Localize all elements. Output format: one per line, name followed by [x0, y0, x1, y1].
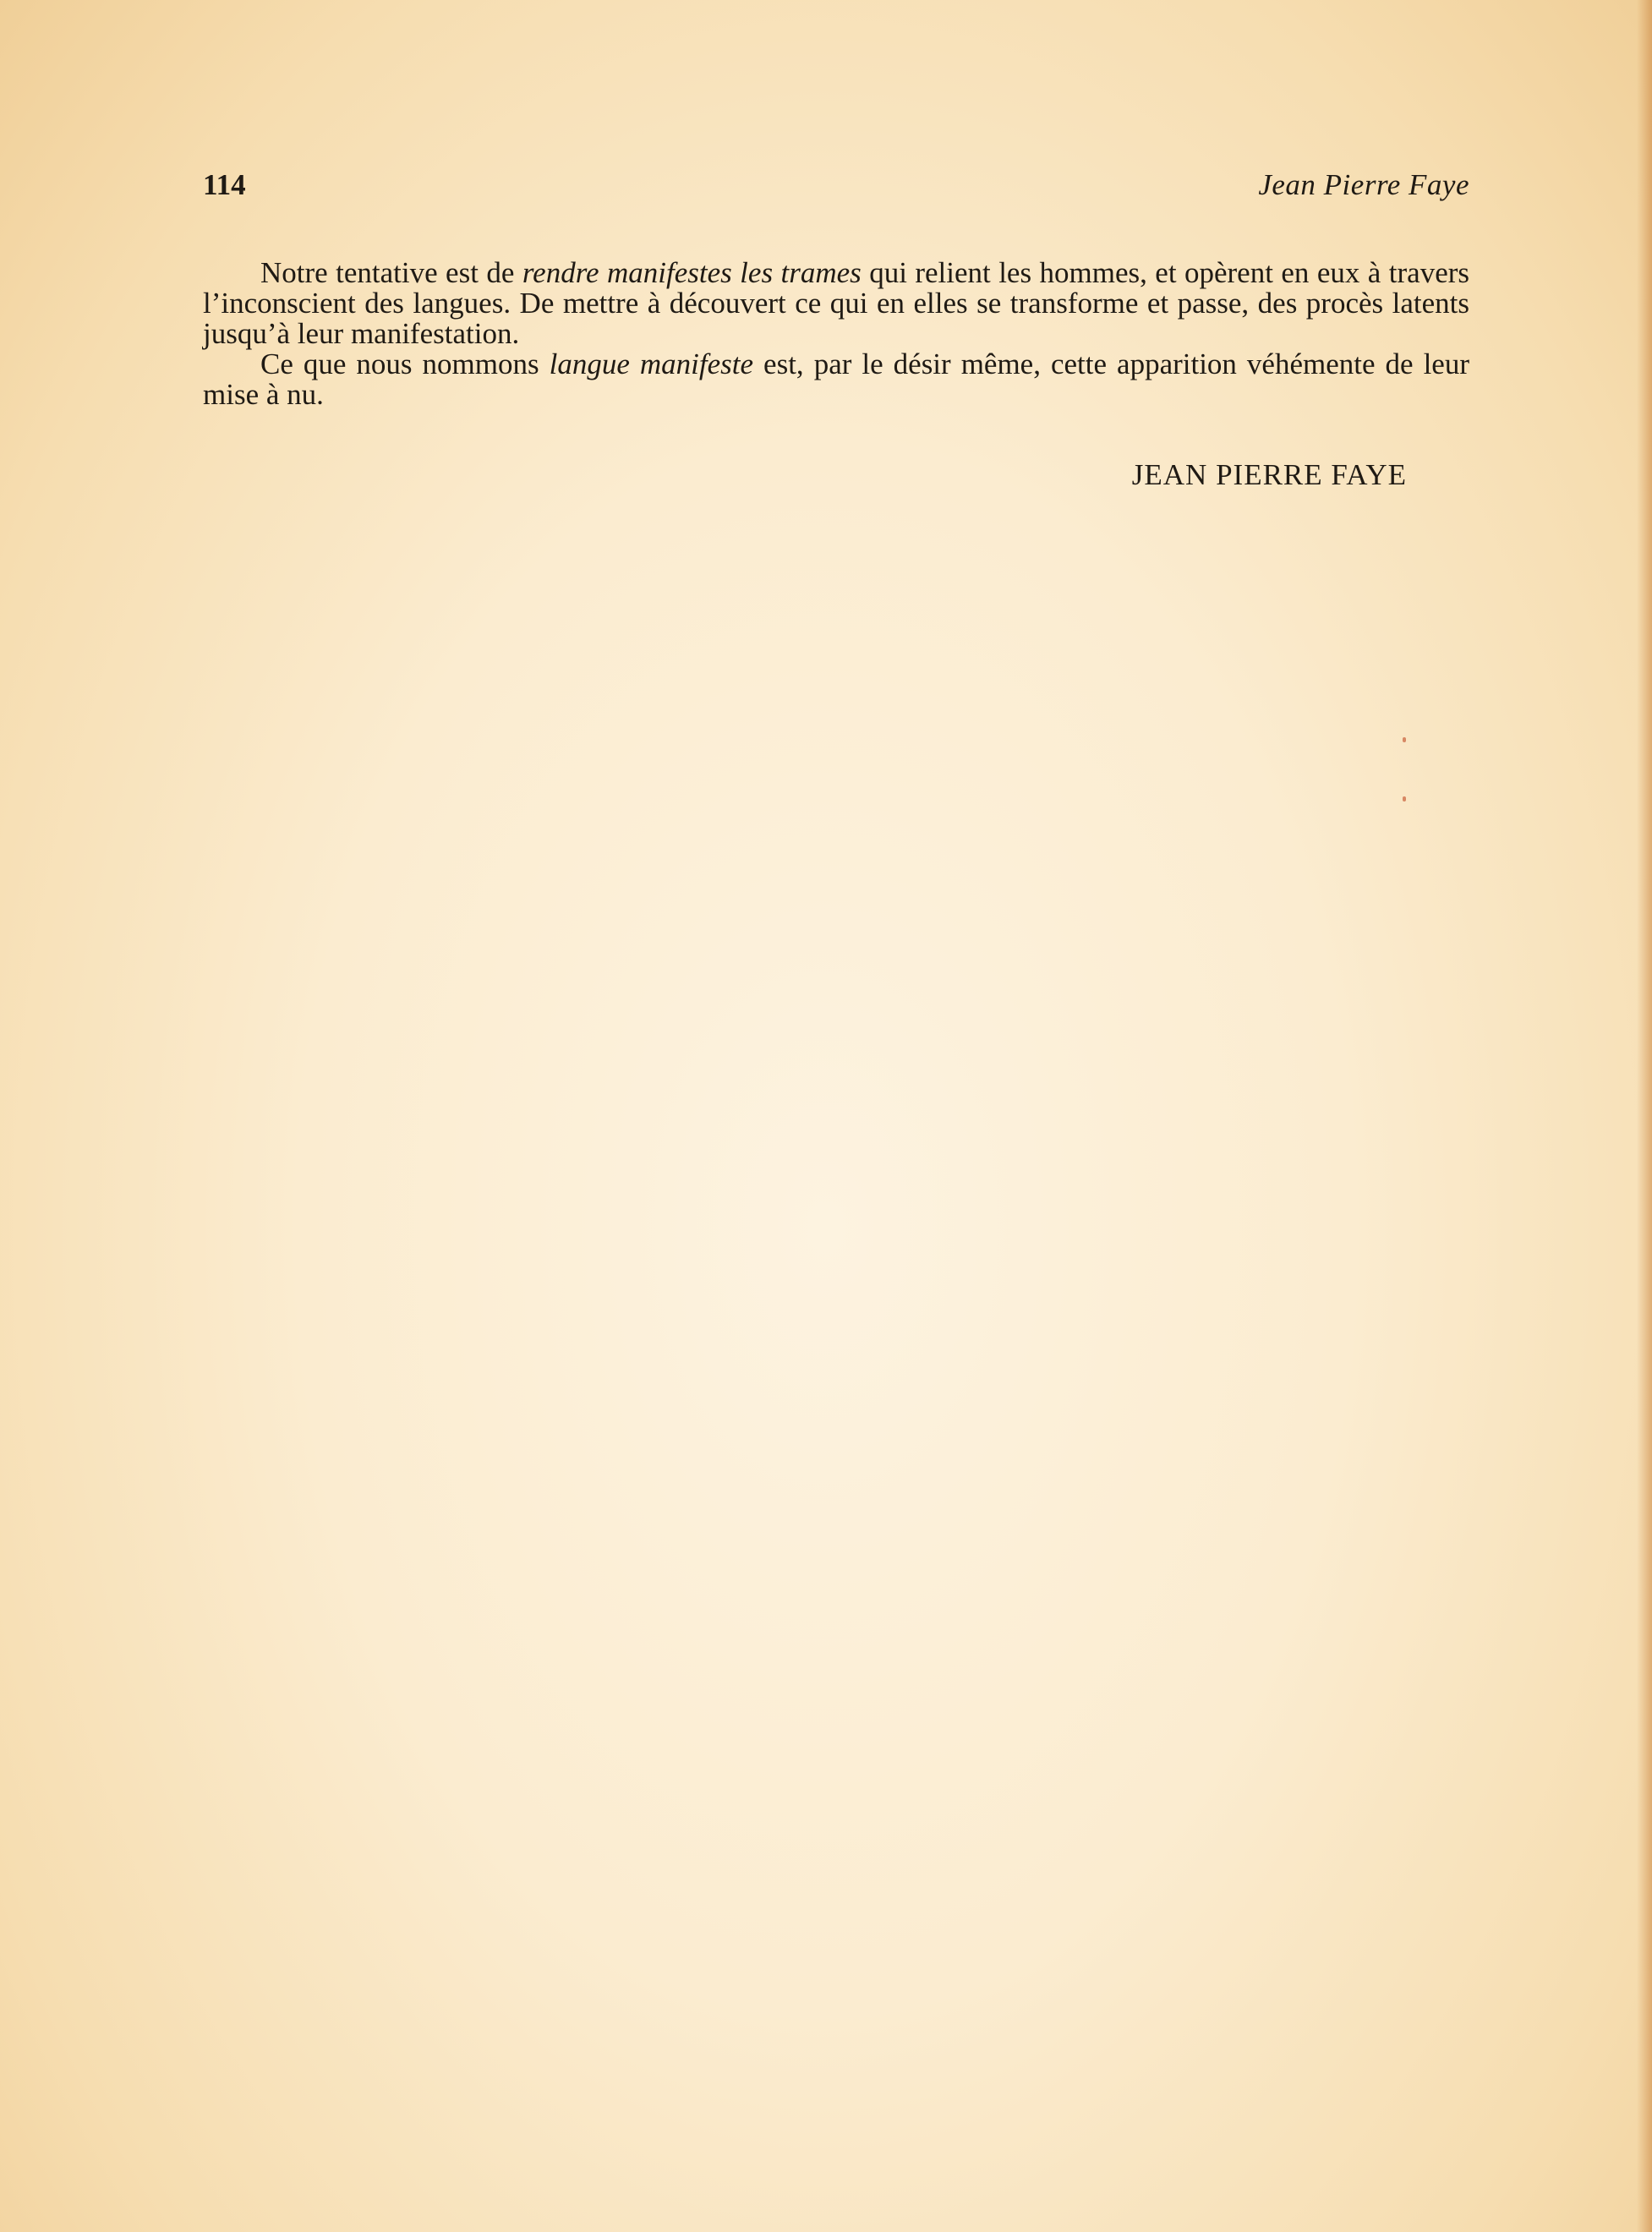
- paragraph-1-lead: Notre tentative est de: [260, 256, 522, 289]
- paragraph-1-rest: qui relient les hommes, et opèrent en eux à travers l’inconscient des langues. De mettre à découvert ce qui en elles se transforme et passe, des procès latents jusqu’à leur manifestation.: [203, 256, 1470, 350]
- paragraph-2-rest: est, par le désir même, cette apparition véhémente de leur mise à nu.: [203, 347, 1469, 411]
- paper-speck: [1403, 737, 1406, 742]
- page-edge-shadow: [1637, 0, 1652, 2232]
- page-number: 114: [203, 168, 246, 201]
- paragraph-1-emphasis: rendre manifestes les trames: [522, 256, 862, 289]
- paragraph-1: [203, 258, 1469, 349]
- body-text: [203, 258, 1469, 410]
- running-author: Jean Pierre Faye: [1258, 168, 1469, 201]
- paper-speck: [1403, 796, 1406, 801]
- running-head: [203, 164, 1469, 206]
- paragraph-2-lead: Ce que nous nommons: [260, 347, 550, 380]
- paragraph-2-emphasis: langue manifeste: [549, 347, 754, 380]
- paragraph-2: [203, 349, 1469, 410]
- author-signature: JEAN PIERRE FAYE: [1131, 458, 1407, 491]
